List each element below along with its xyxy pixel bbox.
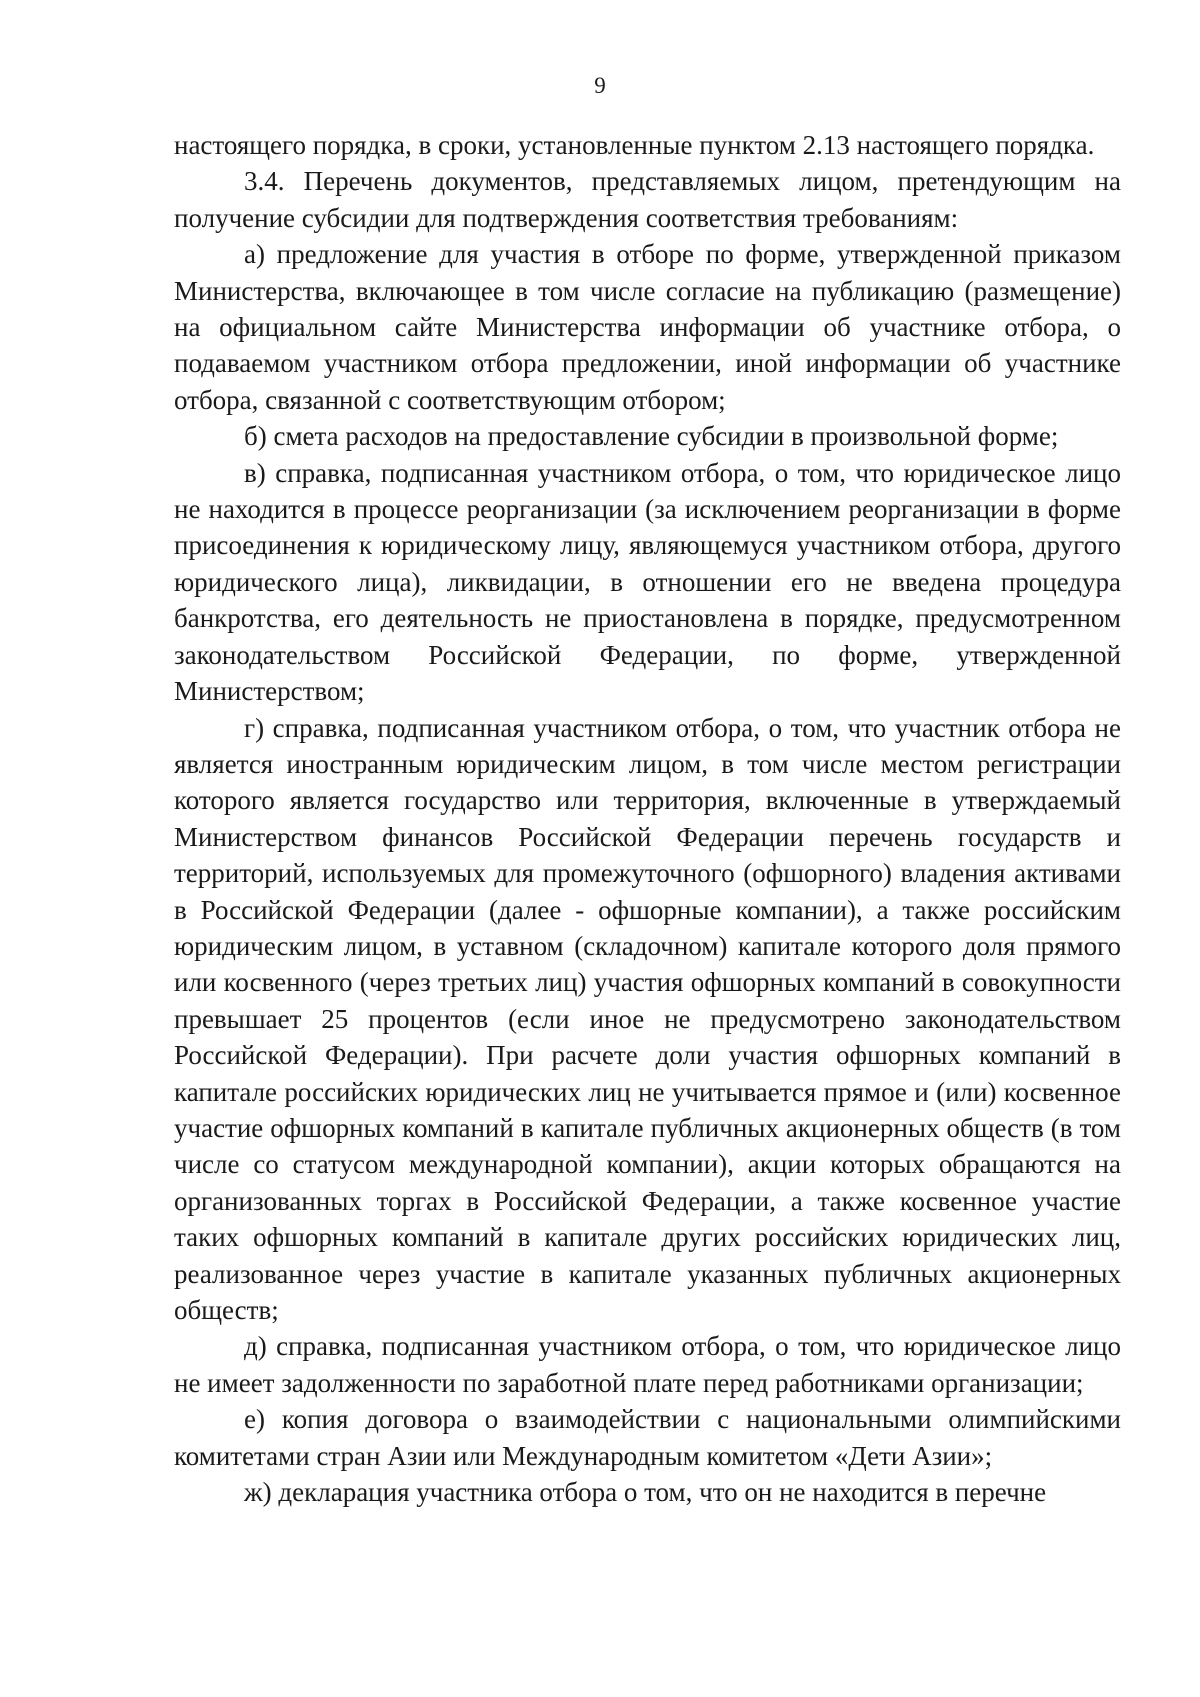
document-body: [174, 127, 1121, 1510]
list-item-a: а) предложение для участия в отборе по форме, утвержденной приказом Министерства, включающее в том числе согласие на публикацию (размещение) на официальном сайте Министерства информации об участнике отбора, о подаваемом участником отбора предложении, иной информации об участнике отбора, связанной с соответствующим отбором;: [174, 239, 1121, 415]
list-item-d: д) справка, подписанная участником отбора, о том, что юридическое лицо не имеет задолженности по заработной плате перед работниками организации;: [174, 1331, 1121, 1398]
list-item-v: в) справка, подписанная участником отбора, о том, что юридическое лицо не находится в процессе реорганизации (за исключением реорганизации в форме присоединения к юридическому лицу, являющемуся участником отбора, другого юридического лица), ликвидации, в отношении его не введена процедура банкротства, его деятельность не приостановлена в порядке, предусмотренном законодательством Российской Федерации, по форме, утвержденной Министерством;: [174, 457, 1121, 707]
list-item-e: е) копия договора о взаимодействии с национальными олимпийскими комитетами стран Азии или Международным комитетом «Дети Азии»;: [174, 1404, 1121, 1471]
list-item-g: г) справка, подписанная участником отбора, о том, что участник отбора не является иностранным юридическим лицом, в том числе местом регистрации которого является государство или территория, включенные в утверждаемый Министерством финансов Российской Федерации перечень государств и территорий, используемых для промежуточного (офшорного) владения активами в Российской Федерации (далее - офшорные компании), а также российским юридическим лицом, в уставном (складочном) капитале которого доля прямого или косвенного (через третьих лиц) участия офшорных компаний в совокупности превышает 25 процентов (если иное не предусмотрено законодательством Российской Федерации). При расчете доли участия офшорных компаний в капитале российских юридических лиц не учитывается прямое и (или) косвенное участие офшорных компаний в капитале публичных акционерных обществ (в том числе со статусом международной компании), акции которых обращаются на организованных торгах в Российской Федерации, а также косвенное участие таких офшорных компаний в капитале других российских юридических лиц, реализованное через участие в капитале указанных публичных акционерных обществ;: [174, 712, 1121, 1325]
list-item-b: б) смета расходов на предоставление субсидии в произвольной форме;: [244, 421, 1059, 452]
paragraph-3-4-heading: 3.4. Перечень документов, представляемых лицом, претендующим на получение субсидии для подтверждения соответствия требованиям:: [174, 166, 1121, 233]
paragraph-continuation: настоящего порядка, в сроки, установленные пунктом 2.13 настоящего порядка.: [174, 130, 1095, 160]
list-item-zh: ж) декларация участника отбора о том, что он не находится в перечне: [244, 1477, 1047, 1508]
page-number: 9: [594, 73, 606, 98]
